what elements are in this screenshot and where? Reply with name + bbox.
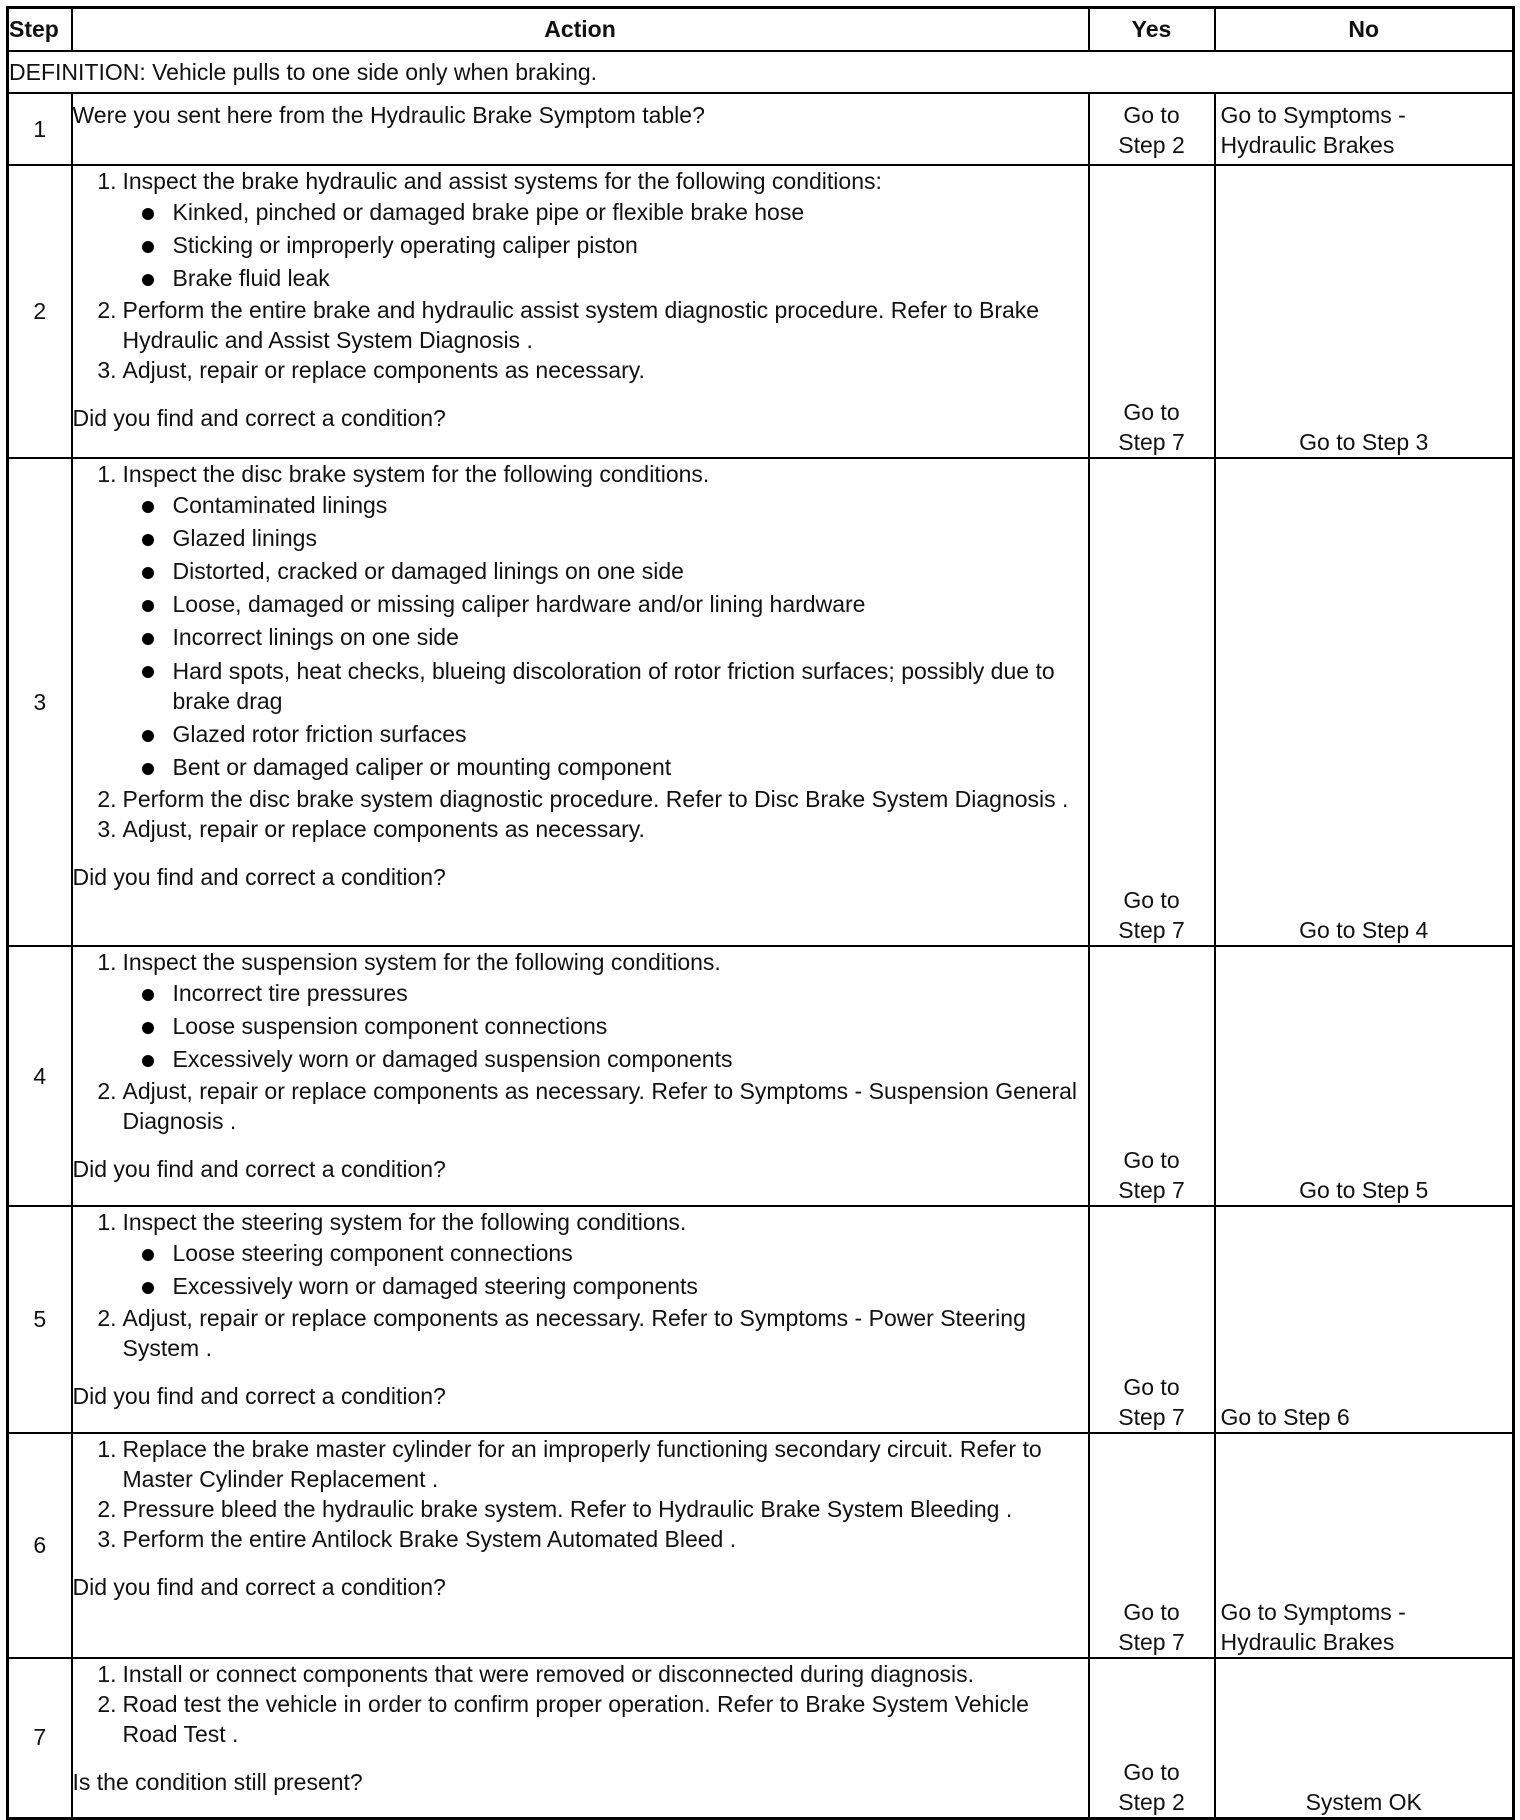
item-number: 2. — [97, 297, 117, 323]
bullet-item — [173, 262, 1088, 295]
bullet-icon — [142, 274, 154, 286]
bullet-text: Distorted, cracked or damaged linings on one side — [172, 558, 684, 584]
yes-cell — [1089, 165, 1215, 458]
bullet-text: Loose, damaged or missing caliper hardware and/or lining hardware — [172, 591, 866, 617]
action-cell — [72, 1206, 1089, 1433]
bullet-text: Hard spots, heat checks, blueing discoloration of rotor friction surfaces; possibly due to brake drag — [172, 658, 1055, 714]
item-number: 1. — [97, 1661, 117, 1687]
bullet-item — [173, 229, 1088, 262]
yes-line-1: Go to — [1123, 399, 1180, 425]
item-number: 3. — [97, 357, 117, 383]
item-number: 1. — [97, 1209, 117, 1235]
bullet-text: Loose steering component connections — [172, 1240, 573, 1266]
step-list — [73, 1207, 1088, 1363]
item-text: Inspect the disc brake system for the following conditions. — [122, 461, 710, 487]
bullet-item — [173, 489, 1088, 522]
bullet-icon — [142, 1022, 154, 1034]
no-cell: Go to Step 5 — [1215, 946, 1514, 1206]
item-text: Inspect the brake hydraulic and assist systems for the following conditions: — [122, 168, 882, 194]
action-text: Were you sent here from the Hydraulic Brake Symptom table? — [72, 102, 705, 128]
bullet-item — [173, 1237, 1088, 1270]
action-cell — [72, 946, 1089, 1206]
item-number: 3. — [97, 816, 117, 842]
step-number: 5 — [8, 1206, 72, 1433]
no-line-1: Go to Symptoms - — [1220, 1599, 1406, 1625]
bullet-list — [123, 489, 1088, 784]
action-cell — [72, 165, 1089, 458]
list-item — [97, 1524, 1088, 1554]
yes-line-2: Step 7 — [1118, 1629, 1185, 1655]
bullet-icon — [142, 1055, 154, 1067]
question-text: Did you find and correct a condition? — [72, 864, 446, 890]
yes-cell — [1089, 1658, 1215, 1818]
item-number: 2. — [97, 1691, 117, 1717]
no-line-2: Hydraulic Brakes — [1220, 1629, 1395, 1655]
no-cell — [1215, 1433, 1514, 1658]
action-cell — [72, 1433, 1089, 1658]
yes-cell — [1089, 458, 1215, 946]
yes-cell — [1089, 93, 1215, 165]
bullet-item — [173, 1010, 1088, 1043]
item-text: Road test the vehicle in order to confirm proper operation. Refer to Brake System Vehicle Road Test . — [122, 1691, 1029, 1747]
item-text: Adjust, repair or replace components as necessary. — [122, 816, 645, 842]
bullet-list — [123, 196, 1088, 295]
step-number: 4 — [8, 946, 72, 1206]
step-number: 7 — [8, 1658, 72, 1818]
item-text: Install or connect components that were removed or disconnected during diagnosis. — [122, 1661, 974, 1687]
item-number: 2. — [97, 1496, 117, 1522]
header-yes: Yes — [1089, 8, 1215, 52]
bullet-item — [173, 555, 1088, 588]
action-cell — [72, 1658, 1089, 1818]
bullet-text: Contaminated linings — [172, 492, 388, 518]
no-line-2: Hydraulic Brakes — [1220, 132, 1395, 158]
header-no: No — [1215, 8, 1514, 52]
question-text: Did you find and correct a condition? — [72, 1574, 446, 1600]
header-step: Step — [8, 8, 72, 52]
bullet-item — [173, 588, 1088, 621]
yes-line-2: Step 2 — [1118, 132, 1185, 158]
yes-cell — [1089, 946, 1215, 1206]
table-row — [8, 1206, 1514, 1433]
header-row — [8, 8, 1514, 52]
definition-row — [8, 51, 1514, 93]
step-list — [73, 947, 1088, 1136]
bullet-item — [173, 196, 1088, 229]
bullet-icon — [142, 534, 154, 546]
item-number: 3. — [97, 1526, 117, 1552]
list-item — [97, 1689, 1088, 1749]
bullet-text: Incorrect linings on one side — [172, 624, 459, 650]
question-text: Did you find and correct a condition? — [72, 405, 446, 431]
bullet-item — [173, 718, 1088, 751]
diagnostic-table — [6, 6, 1515, 1820]
item-text: Adjust, repair or replace components as necessary. — [122, 357, 645, 383]
bullet-icon — [142, 241, 154, 253]
bullet-icon — [142, 208, 154, 220]
bullet-text: Brake fluid leak — [172, 265, 330, 291]
bullet-icon — [142, 666, 154, 678]
step-number: 6 — [8, 1433, 72, 1658]
bullet-item — [173, 751, 1088, 784]
yes-cell — [1089, 1206, 1215, 1433]
list-item — [97, 1076, 1088, 1136]
yes-line-1: Go to — [1123, 102, 1180, 128]
list-item — [97, 459, 1088, 784]
table-row — [8, 1658, 1514, 1818]
yes-line-2: Step 7 — [1118, 1177, 1185, 1203]
bullet-icon — [142, 1282, 154, 1294]
yes-line-2: Step 7 — [1118, 917, 1185, 943]
item-text: Replace the brake master cylinder for an improperly functioning secondary circuit. Refer to Master Cylinder Replacement . — [122, 1436, 1042, 1492]
bullet-item — [173, 1043, 1088, 1076]
action-cell — [72, 458, 1089, 946]
step-list — [73, 1434, 1088, 1554]
item-text: Perform the entire brake and hydraulic assist system diagnostic procedure. Refer to Brake Hydraulic and Assist System Diagnosis . — [122, 297, 1040, 353]
bullet-icon — [142, 600, 154, 612]
item-text: Adjust, repair or replace components as necessary. Refer to Symptoms - Power Steering System . — [122, 1305, 1026, 1361]
item-text: Perform the entire Antilock Brake System Automated Bleed . — [122, 1526, 737, 1552]
list-item — [97, 784, 1088, 814]
no-cell — [1215, 93, 1514, 165]
bullet-item — [173, 654, 1088, 718]
list-item — [97, 1494, 1088, 1524]
step-number: 3 — [8, 458, 72, 946]
item-text: Perform the disc brake system diagnostic procedure. Refer to Disc Brake System Diagnosis . — [122, 786, 1069, 812]
bullet-list — [123, 1237, 1088, 1303]
item-number: 2. — [97, 1078, 117, 1104]
yes-line-1: Go to — [1123, 1147, 1180, 1173]
bullet-icon — [142, 501, 154, 513]
item-number: 2. — [97, 1305, 117, 1331]
step-list — [73, 166, 1088, 385]
bullet-text: Incorrect tire pressures — [172, 980, 408, 1006]
question-text: Did you find and correct a condition? — [72, 1156, 446, 1182]
list-item — [97, 947, 1088, 1076]
definition-text: DEFINITION: Vehicle pulls to one side only when braking. — [8, 51, 1514, 93]
item-text: Pressure bleed the hydraulic brake system. Refer to Hydraulic Brake System Bleeding . — [122, 1496, 1013, 1522]
bullet-text: Excessively worn or damaged steering components — [172, 1273, 698, 1299]
no-cell: Go to Step 6 — [1215, 1206, 1514, 1433]
no-cell: System OK — [1215, 1658, 1514, 1818]
step-list — [73, 459, 1088, 844]
item-text: Inspect the suspension system for the following conditions. — [122, 949, 721, 975]
step-number: 2 — [8, 165, 72, 458]
question-text: Is the condition still present? — [72, 1769, 363, 1795]
bullet-text: Glazed linings — [172, 525, 317, 551]
bullet-icon — [142, 763, 154, 775]
bullet-text: Sticking or improperly operating caliper piston — [172, 232, 638, 258]
item-number: 1. — [97, 168, 117, 194]
header-action: Action — [72, 8, 1089, 52]
item-number: 1. — [97, 1436, 117, 1462]
table-row — [8, 165, 1514, 458]
yes-line-2: Step 2 — [1118, 1788, 1185, 1815]
bullet-icon — [142, 633, 154, 645]
bullet-item — [173, 977, 1088, 1010]
list-item — [97, 814, 1088, 844]
bullet-item — [173, 522, 1088, 555]
bullet-list — [123, 977, 1088, 1076]
table-row — [8, 1433, 1514, 1658]
item-text: Adjust, repair or replace components as necessary. Refer to Symptoms - Suspension General Diagnosis . — [122, 1078, 1078, 1134]
no-line-1: Go to Symptoms - — [1220, 102, 1406, 128]
no-cell: Go to Step 4 — [1215, 458, 1514, 946]
item-number: 2. — [97, 786, 117, 812]
bullet-text: Kinked, pinched or damaged brake pipe or flexible brake hose — [172, 199, 805, 225]
bullet-text: Bent or damaged caliper or mounting component — [172, 754, 672, 780]
yes-cell — [1089, 1433, 1215, 1658]
bullet-text: Glazed rotor friction surfaces — [172, 721, 467, 747]
yes-line-1: Go to — [1123, 887, 1180, 913]
list-item — [97, 355, 1088, 385]
list-item — [97, 1303, 1088, 1363]
diagnostic-document — [6, 6, 1512, 1820]
yes-line-2: Step 7 — [1118, 429, 1185, 455]
yes-line-2: Step 7 — [1118, 1404, 1185, 1430]
bullet-icon — [142, 1249, 154, 1261]
bullet-icon — [142, 989, 154, 1001]
bullet-item — [173, 1270, 1088, 1303]
table-row — [8, 458, 1514, 946]
no-cell: Go to Step 3 — [1215, 165, 1514, 458]
bullet-text: Loose suspension component connections — [172, 1013, 608, 1039]
list-item — [97, 295, 1088, 355]
step-number: 1 — [8, 93, 72, 165]
item-number: 1. — [97, 461, 117, 487]
table-row — [8, 946, 1514, 1206]
bullet-icon — [142, 730, 154, 742]
yes-line-1: Go to — [1123, 1758, 1180, 1785]
item-text: Inspect the steering system for the following conditions. — [122, 1209, 687, 1235]
list-item — [97, 166, 1088, 295]
action-cell — [72, 93, 1089, 165]
bullet-item — [173, 621, 1088, 654]
bullet-icon — [142, 567, 154, 579]
bullet-text: Excessively worn or damaged suspension components — [172, 1046, 733, 1072]
yes-line-1: Go to — [1123, 1599, 1180, 1625]
list-item — [97, 1659, 1088, 1689]
item-number: 1. — [97, 949, 117, 975]
list-item — [97, 1207, 1088, 1303]
list-item — [97, 1434, 1088, 1494]
step-list — [73, 1659, 1088, 1749]
question-text: Did you find and correct a condition? — [72, 1383, 446, 1409]
table-row — [8, 93, 1514, 165]
yes-line-1: Go to — [1123, 1374, 1180, 1400]
